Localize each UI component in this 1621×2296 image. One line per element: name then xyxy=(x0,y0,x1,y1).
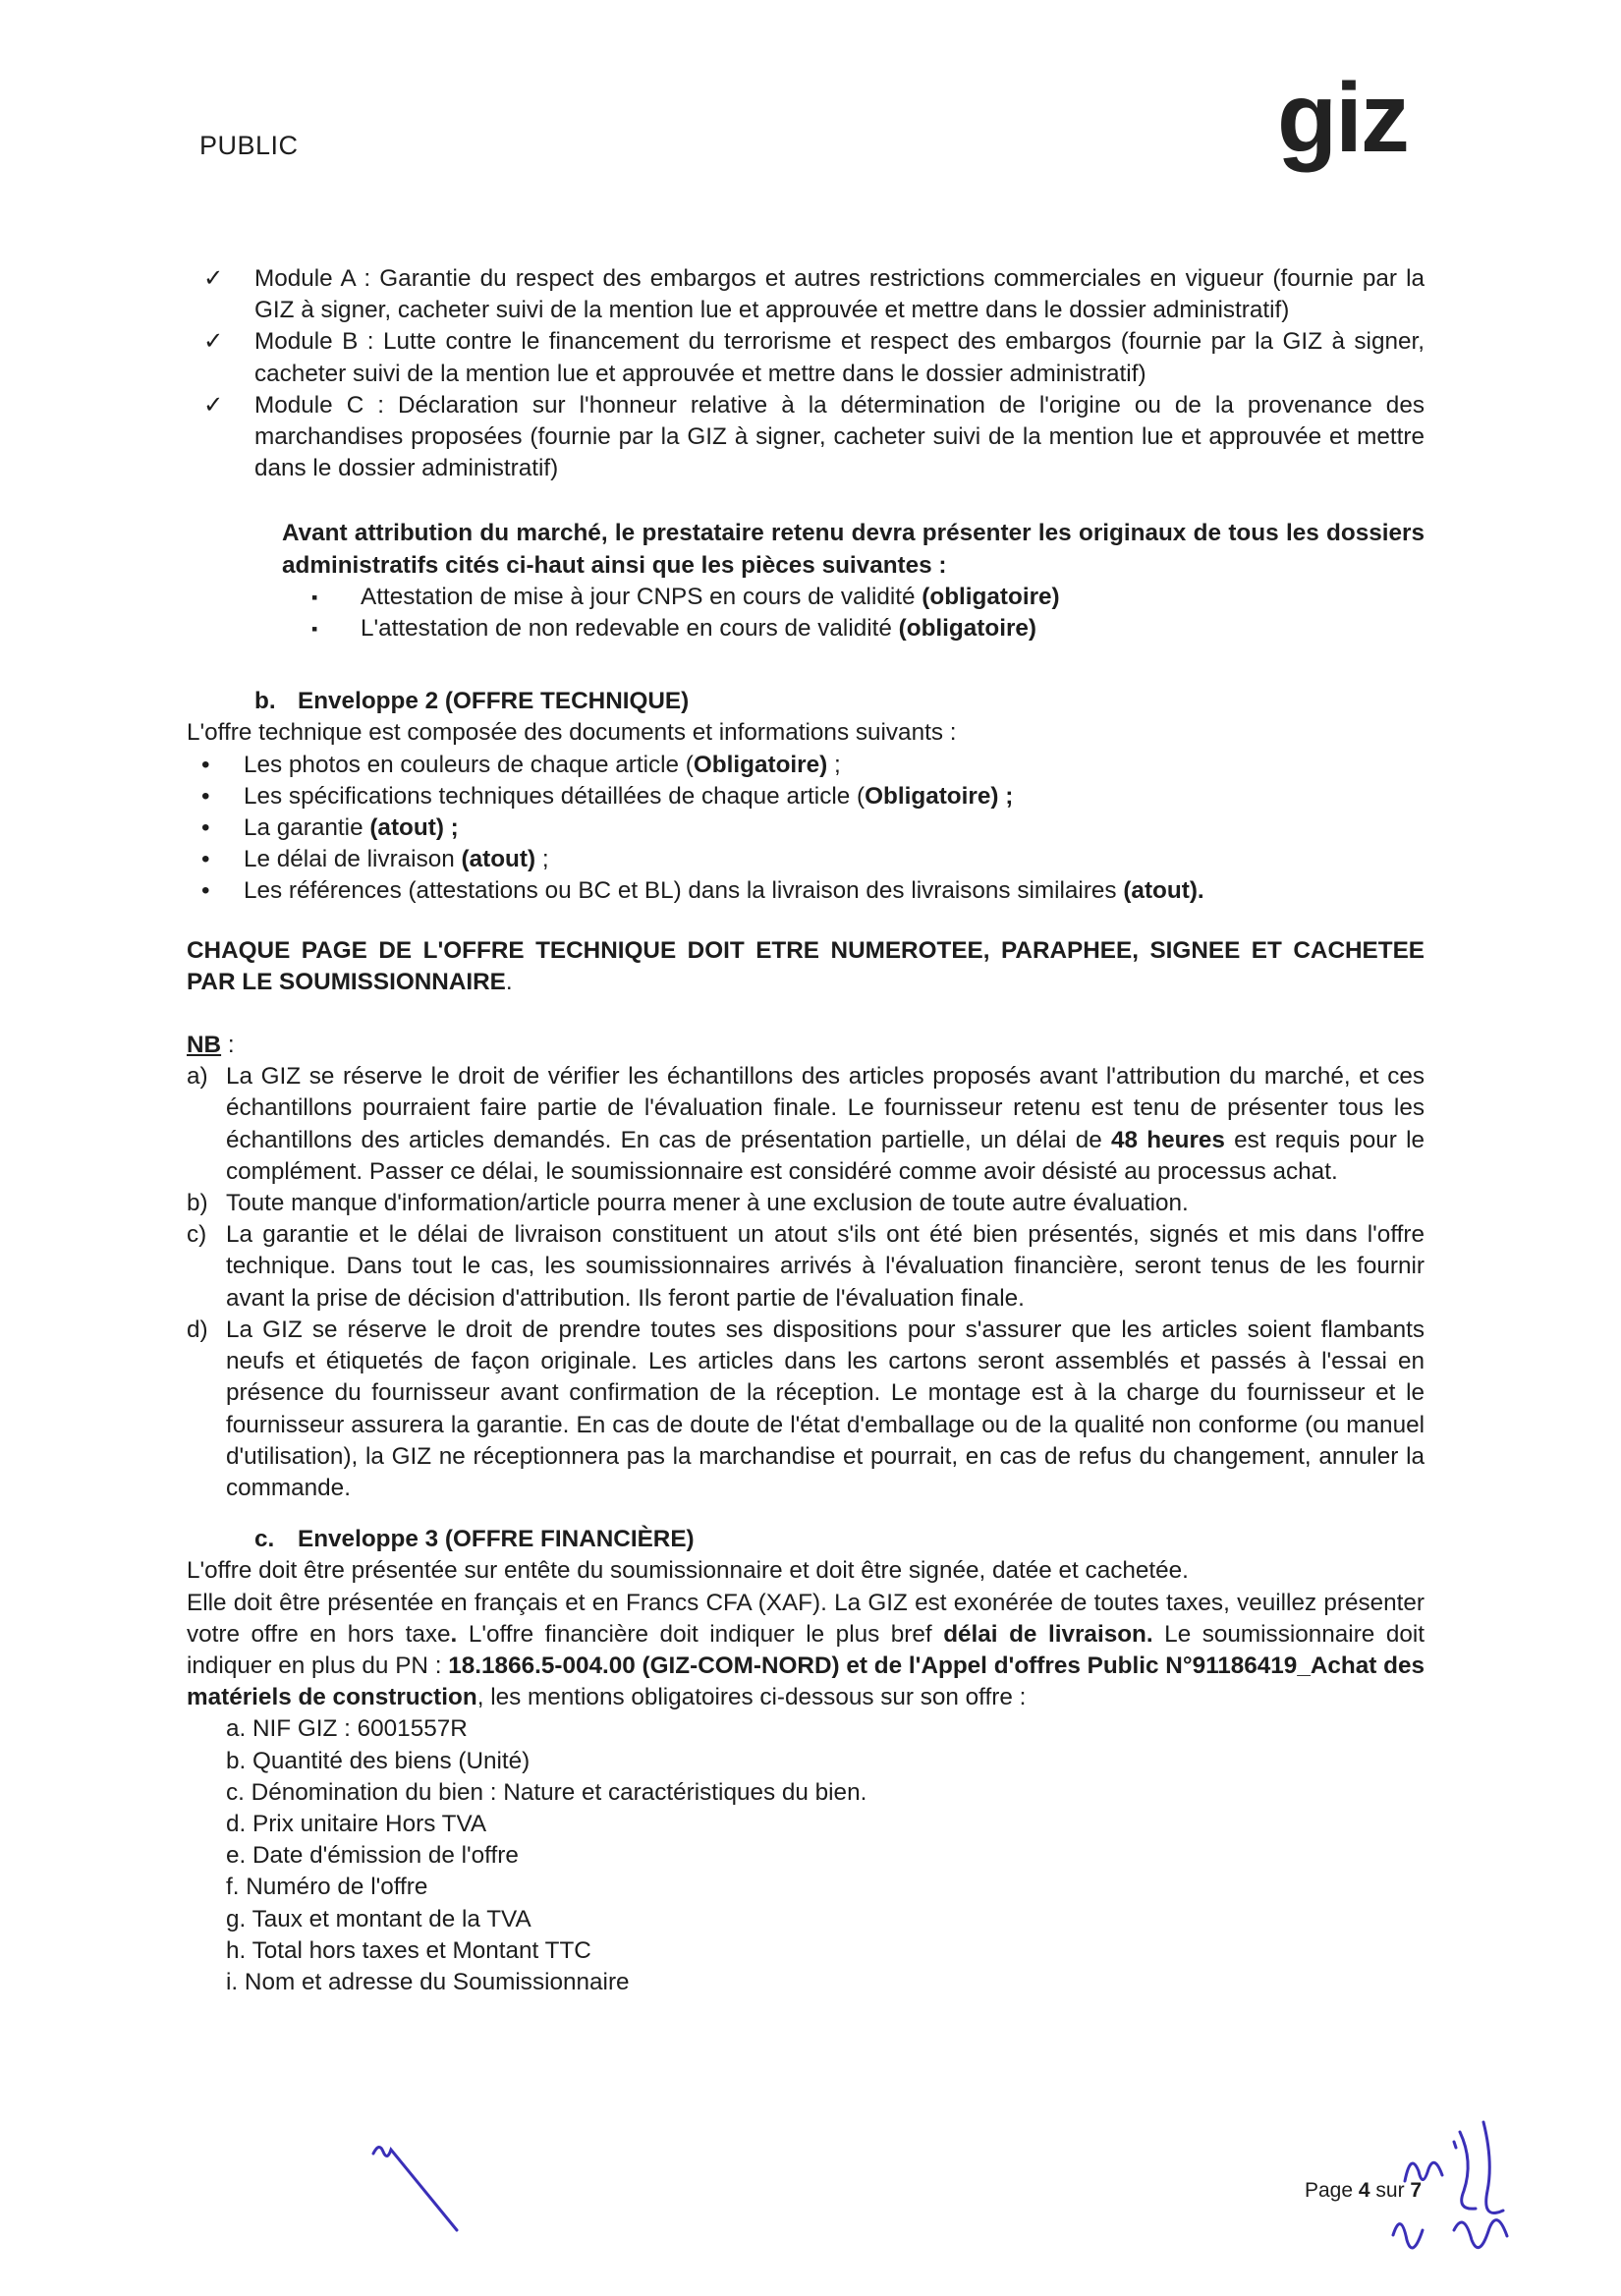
list-item: g. Taux et montant de la TVA xyxy=(226,1905,531,1932)
check-mark-icon: ✓ xyxy=(203,391,224,419)
dot-bullet-icon: • xyxy=(201,814,210,842)
enveloppe-3-paragraph-2: Elle doit être présentée en français et en Francs CFA (XAF). La GIZ est exonérée de toutes taxes, veuillez présenter votre offre en hors taxe. L'offre financière doit indiquer le plus bref délai de livraison. Le soumissionnaire doit indiquer en plus du PN : 18.1866.5-004.00 (GIZ-COM-NORD) et de l'Appel d'offres Public N°91186419_Achat des matériels de construction, les mentions obligatoires ci-dessous sur son offre : xyxy=(187,1589,1425,1711)
nb-item-a: a) La GIZ se réserve le droit de vérifier les échantillons des articles proposés avant l'attribution du marché, et ces échantillons pourraient faire partie de l'évaluation finale. Le fournisseur retenu est tenu de présenter tous les échantillons des articles demandés. En cas de présentation partielle, un délai de 48 heures est requis pour le complément. Passer ce délai, le soumissionnaire est considéré comme avoir désisté au processus achat. xyxy=(187,1063,1425,1185)
section-title-enveloppe-3: c. Enveloppe 3 (OFFRE FINANCIÈRE) xyxy=(254,1526,695,1553)
enveloppe-3-paragraph-1: L'offre doit être présentée sur entête du soumissionnaire et doit être signée, datée et cachetée. xyxy=(187,1557,1189,1585)
list-item: • Les références (attestations ou BC et BL) dans la livraison des livraisons similaires (atout). xyxy=(187,875,1425,907)
dot-bullet-icon: • xyxy=(201,782,210,810)
list-item: • La garantie (atout) ; xyxy=(187,812,1425,844)
list-item: a. NIF GIZ : 6001557R xyxy=(226,1715,468,1743)
list-item: • Les spécifications techniques détaillées de chaque article (Obligatoire) ; xyxy=(187,781,1425,812)
classification-label: PUBLIC xyxy=(199,131,299,160)
section-title-enveloppe-2: b. Enveloppe 2 (OFFRE TECHNIQUE) xyxy=(254,688,690,715)
module-b-item: ✓ Module B : Lutte contre le financement du terrorisme et respect des embargos (fournie par la GIZ à signer, cacheter suivi de la mention lue et approuvée et mettre dans le dossier administratif) xyxy=(203,328,1425,387)
technical-offer-notice: CHAQUE PAGE DE L'OFFRE TECHNIQUE DOIT ETRE NUMEROTEE, PARAPHEE, SIGNEE ET CACHETEE PAR LE SOUMISSIONNAIRE. xyxy=(187,936,1425,995)
avant-attribution-intro: Avant attribution du marché, le prestataire retenu devra présenter les originaux de tous les dossiers administratifs cités ci-haut ainsi que les pièces suivantes : xyxy=(282,520,1425,579)
handwritten-initials-right xyxy=(1366,2093,1562,2269)
list-item: e. Date d'émission de l'offre xyxy=(226,1842,519,1870)
list-item: d. Prix unitaire Hors TVA xyxy=(226,1810,487,1837)
dot-bullet-icon: • xyxy=(201,877,210,905)
list-item: h. Total hors taxes et Montant TTC xyxy=(226,1936,591,1964)
page-number: Page 4 sur 7 xyxy=(1305,2179,1423,2202)
giz-logo: giz xyxy=(1277,63,1408,173)
nb-item-c: c) La garantie et le délai de livraison constituent un atout s'ils ont été bien présentés, signés et mis dans l'offre technique. Dans tout le cas, les soumissionnaires arrivés à l'évaluation financière, seront tenus de les fournir avant la prise de décision d'attribution. Ils feront partie de l'évaluation finale. xyxy=(187,1221,1425,1312)
check-mark-icon: ✓ xyxy=(203,328,224,356)
enveloppe-2-intro: L'offre technique est composée des documents et informations suivants : xyxy=(187,719,957,747)
module-c-item: ✓ Module C : Déclaration sur l'honneur relative à la détermination de l'origine ou de la provenance des marchandises proposées (fournie par la GIZ à signer, cacheter suivi de la mention lue et approuvée et mettre dans le dossier administratif) xyxy=(203,391,1425,482)
square-bullet-icon: ▪ xyxy=(311,619,318,640)
dot-bullet-icon: • xyxy=(201,751,210,778)
module-a-item: ✓ Module A : Garantie du respect des embargos et autres restrictions commerciales en vigueur (fournie par la GIZ à signer, cacheter suivi de la mention lue et approuvée et mettre dans le dossier administratif) xyxy=(203,265,1425,324)
nb-label: NB : xyxy=(187,1032,235,1059)
nb-item-d: d) La GIZ se réserve le droit de prendre toutes ses dispositions pour s'assurer que les articles soient flambants neufs et étiquetés de façon originale. Les articles dans les cartons seront assemblés et passés à l'essai en présence du fournisseur avant confirmation de la réception. Le montage est à la charge du fournisseur et le fournisseur assurera la garantie. En cas de doute de l'état d'emballage ou de la qualité non conforme (ou manuel d'utilisation), la GIZ ne réceptionnera pas la marchandise et pourrait, en cas de refus du changement, annuler la commande. xyxy=(187,1316,1425,1501)
list-item: c. Dénomination du bien : Nature et caractéristiques du bien. xyxy=(226,1778,867,1806)
list-item: ▪ L'attestation de non redevable en cours de validité (obligatoire) xyxy=(187,613,1425,644)
list-item: i. Nom et adresse du Soumissionnaire xyxy=(226,1968,630,1995)
page-content xyxy=(187,263,1425,1998)
nb-item-b: b) Toute manque d'information/article pourra mener à une exclusion de toute autre évaluation. xyxy=(187,1190,1189,1217)
list-item: • Les photos en couleurs de chaque article (Obligatoire) ; xyxy=(187,750,1425,781)
list-item: b. Quantité des biens (Unité) xyxy=(226,1747,531,1774)
dot-bullet-icon: • xyxy=(201,846,210,873)
square-bullet-icon: ▪ xyxy=(311,587,318,607)
list-item: f. Numéro de l'offre xyxy=(226,1874,428,1901)
list-item: • Le délai de livraison (atout) ; xyxy=(187,844,1425,875)
check-mark-icon: ✓ xyxy=(203,265,224,292)
initial-mark-left xyxy=(363,2132,472,2240)
list-item: ▪ Attestation de mise à jour CNPS en cours de validité (obligatoire) xyxy=(187,582,1425,613)
